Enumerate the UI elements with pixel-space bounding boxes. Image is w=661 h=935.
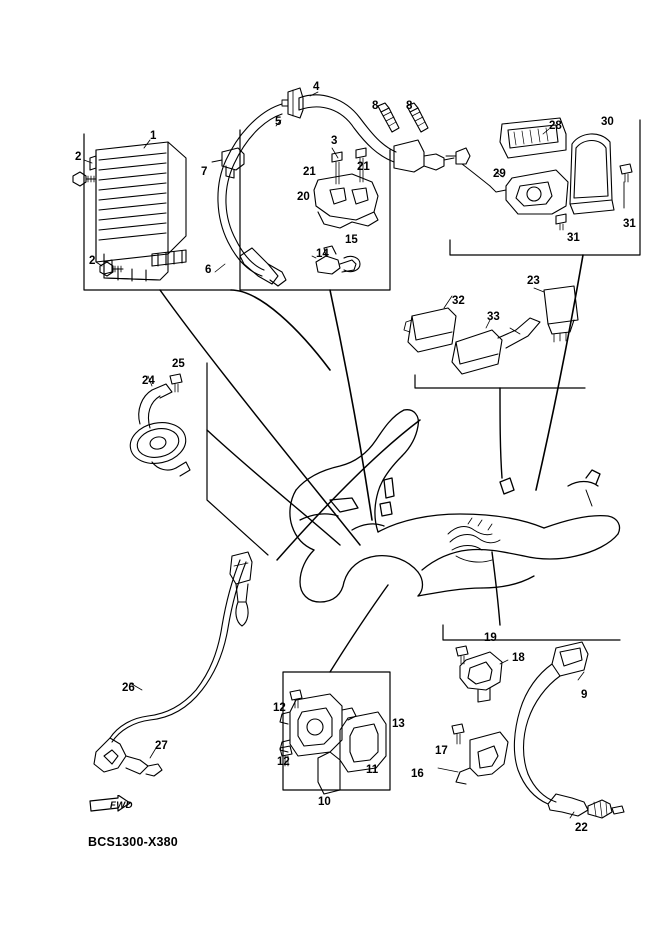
part-bracket-20 [314, 174, 378, 228]
part-oxygen-sensor-9 [514, 642, 624, 818]
part-screw-8a [378, 103, 399, 132]
callout-17: 17 [435, 745, 448, 757]
callout-33: 33 [487, 311, 500, 323]
part-bolt-25 [170, 374, 182, 392]
part-starter-10 [280, 694, 386, 794]
group-boundary-oxygen-sensor [443, 552, 620, 640]
callout-26: 26 [122, 682, 135, 694]
callout-28: 28 [549, 120, 562, 132]
callout-8b: 8 [406, 100, 413, 112]
part-box-33 [452, 318, 540, 374]
callout-2b: 2 [89, 255, 96, 267]
callout-3: 3 [331, 135, 338, 147]
part-speed-sensor-26 [94, 552, 252, 776]
callout-10: 10 [318, 796, 331, 808]
callout-21a: 21 [303, 166, 316, 178]
callout-24: 24 [142, 375, 155, 387]
part-meter-bracket-29 [446, 148, 568, 214]
part-bolt-19 [456, 646, 468, 664]
fwd-label: FWD [110, 800, 133, 811]
callout-9: 9 [581, 689, 588, 701]
group-boundary-relay [415, 375, 585, 478]
callout-21b: 21 [357, 161, 370, 173]
callout-25: 25 [172, 358, 185, 370]
group-boundary-starter [283, 585, 390, 790]
callout-5: 5 [275, 116, 282, 128]
callout-27: 27 [155, 740, 168, 752]
diagram-part-code: BCS1300-X380 [88, 835, 178, 849]
part-bolt-31b [620, 164, 632, 208]
callout-31a: 31 [567, 232, 580, 244]
part-cover-30 [570, 134, 614, 214]
callout-18: 18 [512, 652, 525, 664]
callout-14: 14 [316, 248, 329, 260]
group-boundary-horn [207, 363, 340, 555]
callout-12b: 12 [277, 756, 290, 768]
callout-22: 22 [575, 822, 588, 834]
part-horn-24 [126, 376, 190, 476]
callout-6: 6 [205, 264, 212, 276]
callout-31b: 31 [623, 218, 636, 230]
callout-30: 30 [601, 116, 614, 128]
callout-15: 15 [345, 234, 358, 246]
part-hose-assembly [215, 88, 454, 286]
part-ecu-assembly [84, 140, 186, 281]
part-relay-23 [534, 286, 578, 342]
callout-7: 7 [201, 166, 208, 178]
callout-13: 13 [392, 718, 405, 730]
part-sensor-7 [212, 148, 244, 178]
callout-11: 11 [366, 764, 379, 776]
callout-19: 19 [484, 632, 497, 644]
callout-8a: 8 [372, 100, 379, 112]
callout-12a: 12 [273, 702, 286, 714]
part-bolt-17 [452, 724, 464, 744]
part-bracket-16 [438, 732, 508, 784]
callout-23: 23 [527, 275, 540, 287]
callout-29: 29 [493, 168, 506, 180]
part-box-32 [404, 296, 456, 352]
callout-2a: 2 [75, 151, 82, 163]
part-bolt-31a [556, 214, 566, 230]
motorcycle-silhouette [290, 410, 620, 602]
part-bracket-18 [460, 652, 508, 702]
callout-32: 32 [452, 295, 465, 307]
callout-16: 16 [411, 768, 424, 780]
callout-4: 4 [313, 81, 320, 93]
callout-20: 20 [297, 191, 310, 203]
callout-1: 1 [150, 130, 157, 142]
